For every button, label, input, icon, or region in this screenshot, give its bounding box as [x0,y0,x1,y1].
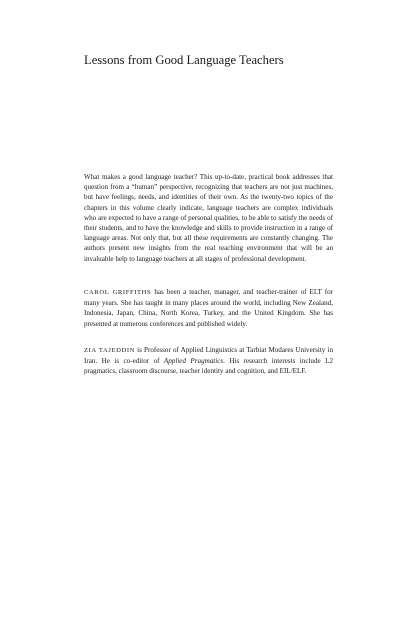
author-bio-griffiths [84,287,333,329]
book-reference: Applied Pragmatics [163,357,224,366]
book-title: Lessons from Good Language Teachers [84,53,284,67]
author-bio-text: has been a teacher, manager, and teacher-trainer of ELT for many years. She has taught in many places around the world, including New Zealand, Indonesia, Japan, China, North Korea, Turkey, and the United Kingdom. She has presented at numerous conferences and published widely. [84,288,334,328]
author-name: ZIA TAJEDDIN [84,347,136,354]
book-description: What makes a good language teacher? This up-to-date, practical book addresses that question from a “human” perspective, recognizing that teachers are not just machines, but have feelings, needs, and identities of their own. As the twenty-two topics of the chapters in this volume clearly indicate, language teachers are complex individuals who are expected to have a range of personal qualities, to be able to satisfy the needs of their students, and to have the knowledge and skills to provide instruction in a range of language areas. Not only that, but all these requirements are constantly changing. The authors present new insights from the real teaching environment that will be an invaluable help to language teachers at all stages of professional development. [84,173,333,263]
author-name: CAROL GRIFFITHS [84,289,152,296]
author-bio-text: . His research interests include L2 pragmatics, classroom discourse, teacher identity and cognition, and EIL/ELF. [84,357,333,376]
author-bio-tajeddin [84,345,333,377]
author-bio-text: is Professor of Applied Linguistics at Tarbiat Modares University in Iran. He is co-editor of [84,346,333,366]
